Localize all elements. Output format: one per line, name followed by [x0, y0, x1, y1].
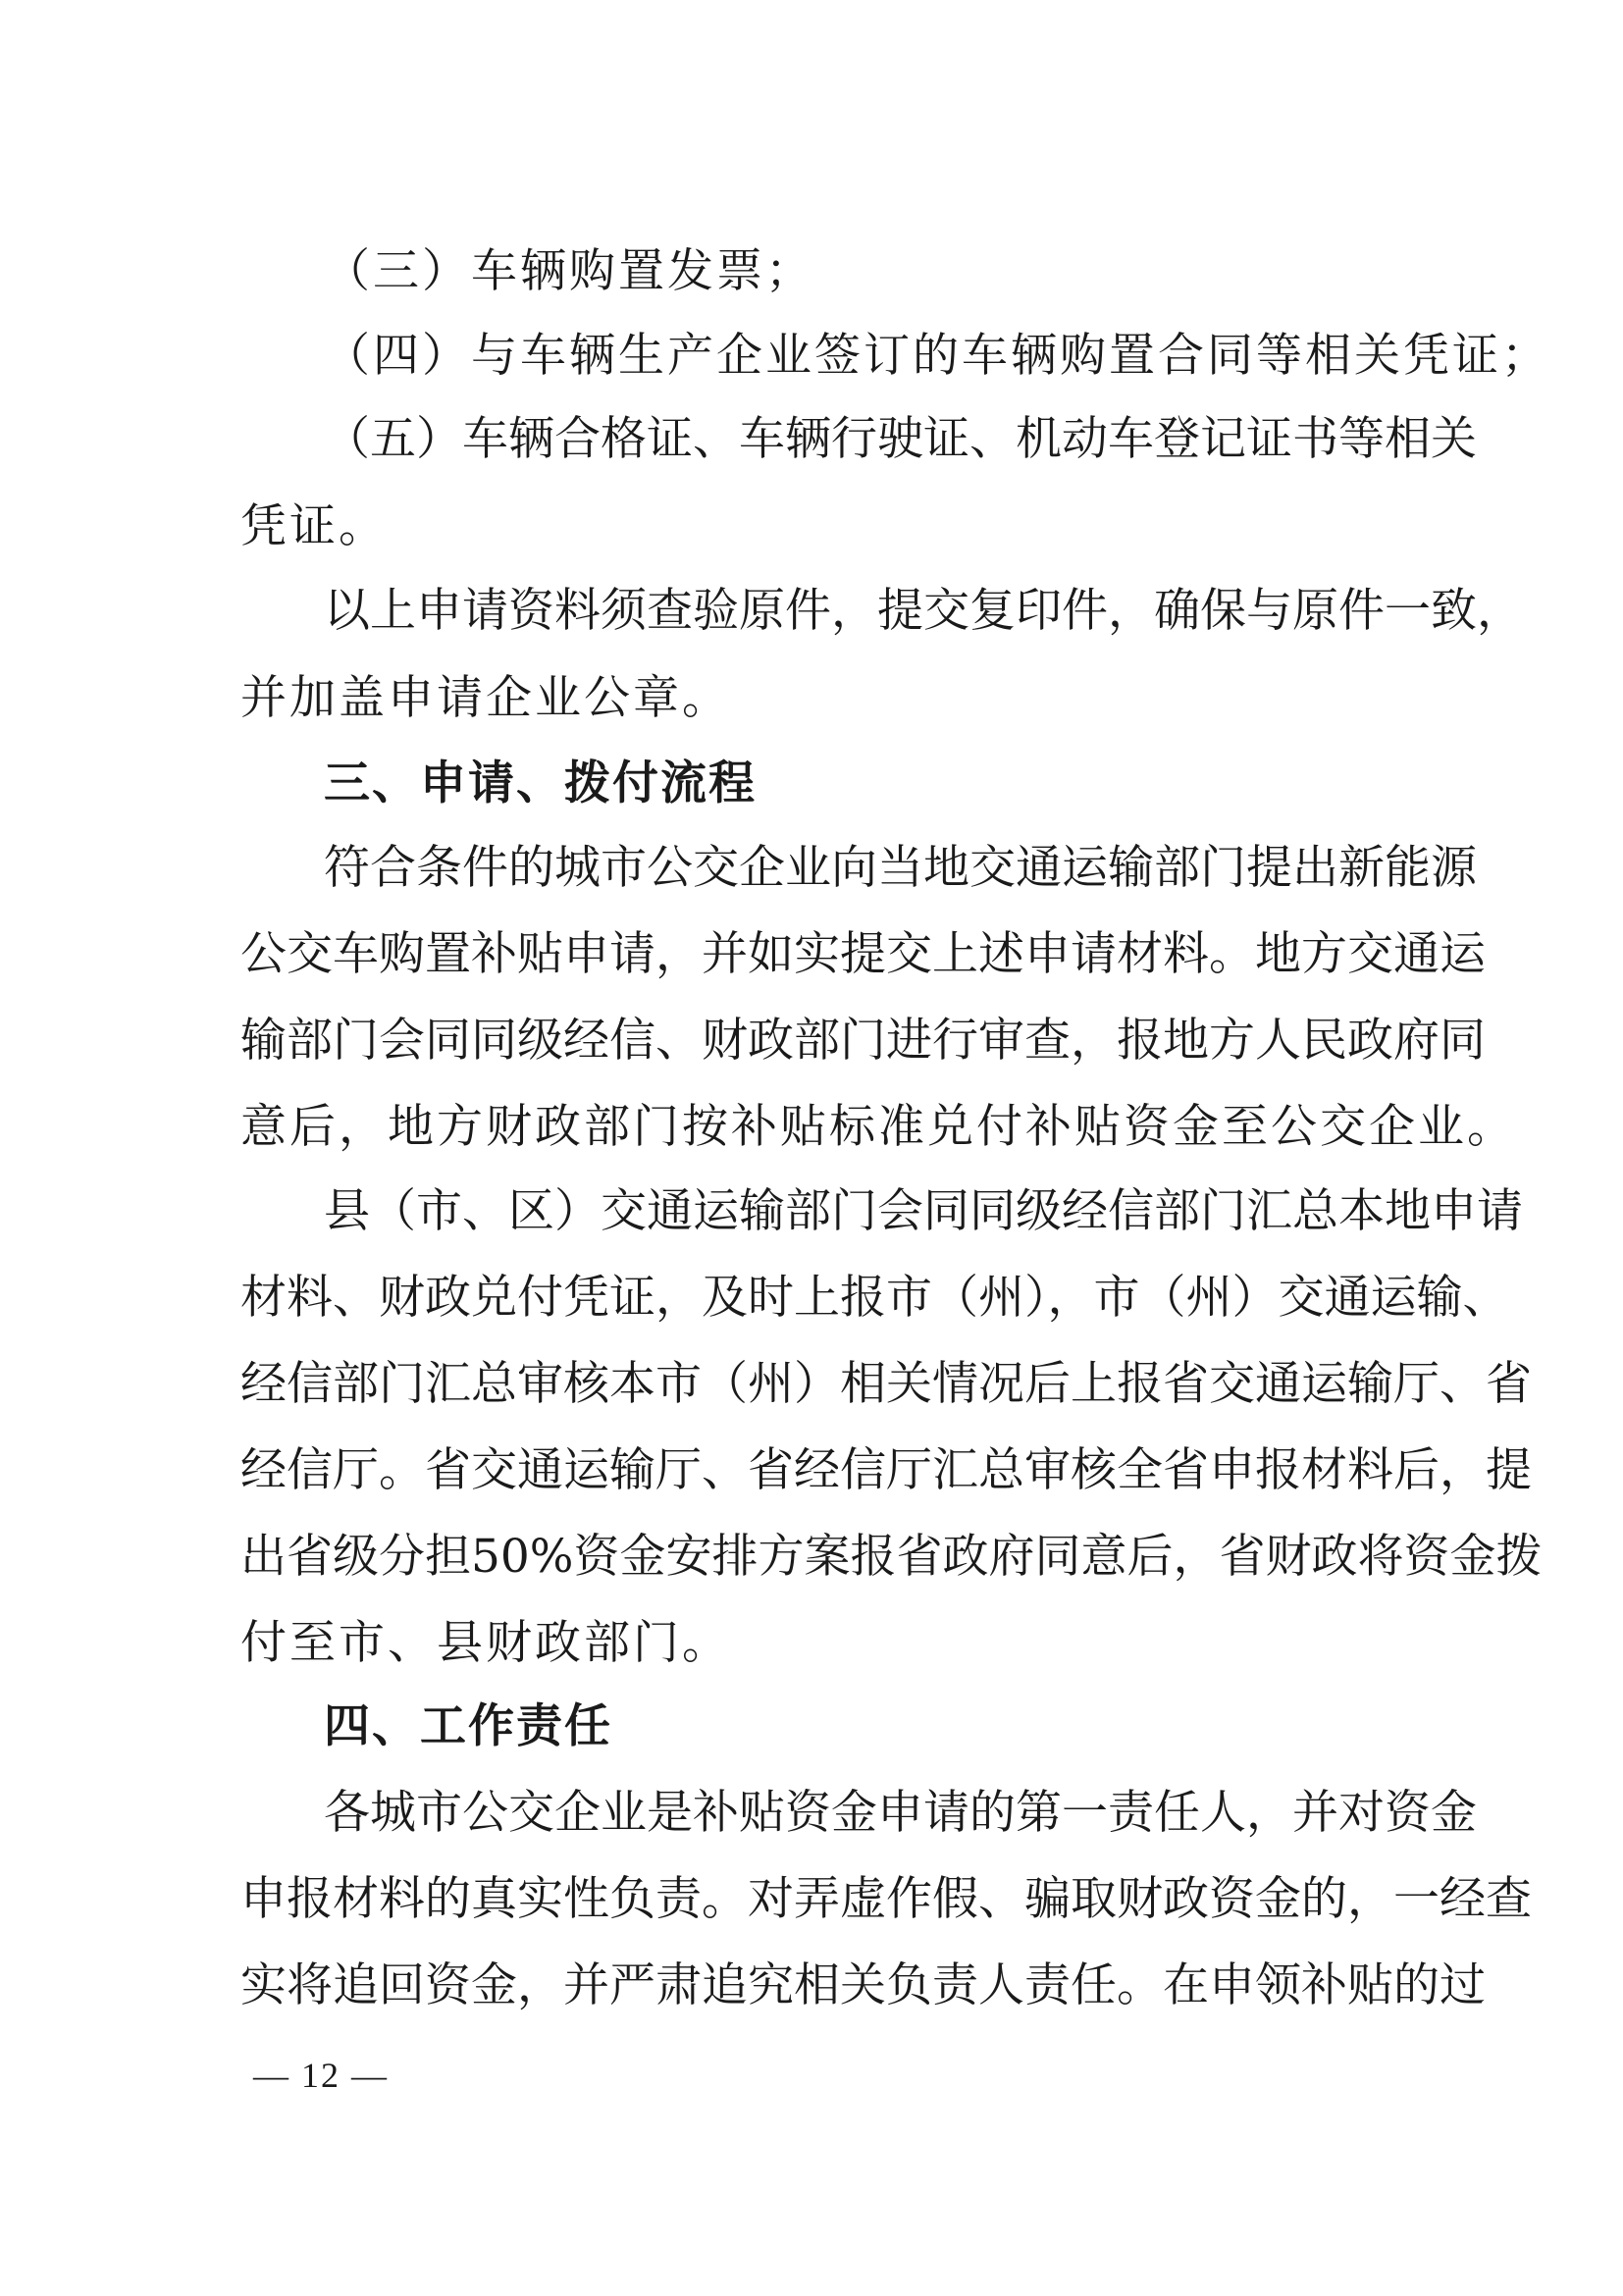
paragraph-process-line: 输部门会同同级经信、财政部门进行审查，报地方人民政府同 [240, 1014, 1486, 1068]
list-item-contract: （四）与车辆生产企业签订的车辆购置合同等相关凭证； [324, 329, 1550, 383]
paragraph-reporting-line: 县（市、区）交通运输部门会同同级经信部门汇总本地申请 [324, 1184, 1523, 1238]
paragraph-reporting-line: 经信部门汇总审核本市（州）相关情况后上报省交通运输厅、省 [240, 1357, 1532, 1411]
page-number: — 12 — [253, 2056, 389, 2095]
paragraph-reporting-line: 出省级分担50%资金安排方案报省政府同意后，省财政将资金拨 [240, 1530, 1543, 1584]
paragraph-materials-note-cont: 并加盖申请企业公章。 [240, 671, 731, 725]
paragraph-responsibility-line: 实将追回资金，并严肃追究相关负责人责任。在申领补贴的过 [240, 1958, 1486, 2012]
paragraph-reporting-line: 材料、财政兑付凭证，及时上报市（州），市（州）交通运输、 [240, 1271, 1509, 1325]
paragraph-reporting-line: 经信厅。省交通运输厅、省经信厅汇总审核全省申报材料后，提 [240, 1443, 1532, 1497]
paragraph-materials-note: 以上申请资料须查验原件，提交复印件，确保与原件一致， [324, 584, 1523, 638]
paragraph-reporting-line: 付至市、县财政部门。 [240, 1616, 731, 1670]
paragraph-process-line: 公交车购置补贴申请，并如实提交上述申请材料。地方交通运 [240, 927, 1486, 981]
paragraph-process-line: 意后，地方财政部门按补贴标准兑付补贴资金至公交企业。 [240, 1100, 1516, 1154]
list-item-invoice: （三）车辆购置发票； [324, 244, 814, 298]
section-heading-responsibility: 四、工作责任 [324, 1699, 612, 1753]
list-item-certificates: （五）车辆合格证、车辆行驶证、机动车登记证书等相关 [324, 412, 1477, 466]
section-heading-process: 三、申请、拨付流程 [324, 757, 757, 810]
paragraph-process-line: 符合条件的城市公交企业向当地交通运输部门提出新能源 [324, 841, 1477, 895]
paragraph-responsibility-line: 各城市公交企业是补贴资金申请的第一责任人，并对资金 [324, 1786, 1477, 1840]
paragraph-responsibility-line: 申报材料的真实性负责。对弄虚作假、骗取财政资金的，一经查 [240, 1872, 1532, 1926]
list-item-certificates-cont: 凭证。 [240, 499, 388, 553]
